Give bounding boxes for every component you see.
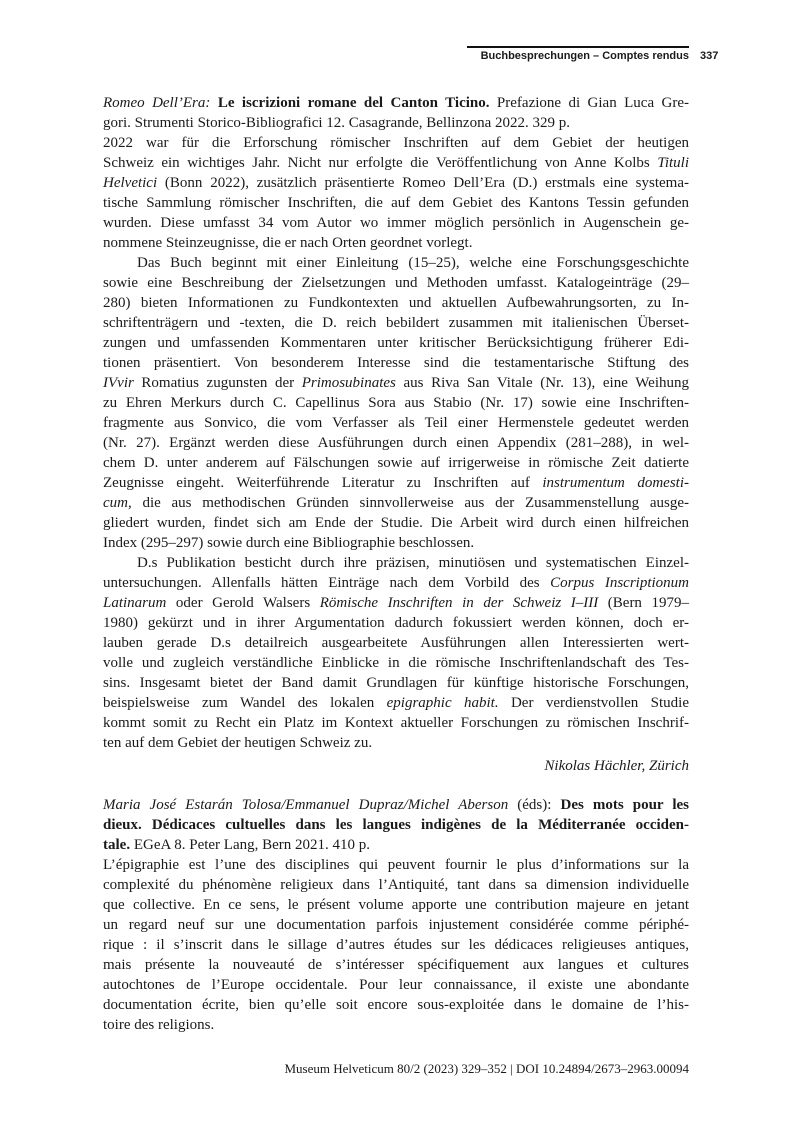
text-run: tische Sammlung römischer Inschriften, die auf dem Gebiet des Kantons Tessin gefunden xyxy=(103,195,689,211)
text-run: ten auf dem Gebiet der heutigen Schweiz zu. xyxy=(103,735,373,751)
text-run: zungen und umfassenden Kommentaren unter kritischer Berücksichtigung früherer Edi- xyxy=(103,335,689,351)
text-line xyxy=(103,815,689,835)
text-line xyxy=(103,113,689,133)
text-run: sowie eine Beschreibung der Zielsetzungen und Methoden umfasst. Katalogeinträge (29– xyxy=(103,275,689,291)
bold-title: Des mots pour les xyxy=(560,797,690,813)
text-run: Der verdienstvollen Studie xyxy=(498,695,689,711)
text-run: untersuchungen. Allenfalls hätten Einträge nach dem Vorbild des xyxy=(103,575,551,591)
text-run: aus Riva San Vitale (Nr. 13), eine Weihung xyxy=(395,375,689,391)
text-run: mais présente la nouveauté de s’intéresser spécifiquement aux langues et cultures xyxy=(103,957,689,973)
review-paragraph xyxy=(103,855,689,1035)
text-run: sins. Insgesamt bietet der Band damit Grundlagen für künftige historische Forschungen, xyxy=(103,675,689,691)
text-run: L’épigraphie est l’une des disciplines qui peuvent fournir le plus d’informations sur la xyxy=(103,857,689,873)
text-line xyxy=(103,613,689,633)
text-line xyxy=(103,393,689,413)
italic-text: instrumentum domesti- xyxy=(542,475,689,491)
text-run: (Bern 1979– xyxy=(598,595,689,611)
text-line xyxy=(103,875,689,895)
text-line xyxy=(103,673,689,693)
text-run: complexité du phénomène religieux dans l’Antiquité, tant dans sa dimension individuelle xyxy=(103,877,689,893)
text-run: D.s Publikation besticht durch ihre präzisen, minutiösen und systematischen Einzel- xyxy=(137,555,689,571)
text-line xyxy=(103,553,689,573)
text-line xyxy=(103,433,689,453)
italic-text: Primosubinates xyxy=(301,375,396,391)
text-line xyxy=(103,975,689,995)
header-rule xyxy=(467,46,689,48)
text-run: gori. Strumenti Storico-Bibliografici 12. Casagrande, Bellinzona 2022. 329 p. xyxy=(103,115,570,131)
text-line xyxy=(103,713,689,733)
bold-title: dieux. Dédicaces cultuelles dans les langues indigènes de la Méditerranée occiden- xyxy=(103,817,689,833)
text-line xyxy=(103,693,689,713)
text-line xyxy=(103,153,689,173)
text-line xyxy=(103,733,689,753)
text-run: zu Ehren Merkurs durch C. Capellinus Sora aus Stabio (Nr. 17) sowie eine Inschriften- xyxy=(103,395,689,411)
text-run: EGeA 8. Peter Lang, Bern 2021. 410 p. xyxy=(130,837,371,853)
italic-text: Corpus Inscriptionum xyxy=(550,575,689,591)
text-run: (Nr. 27). Ergänzt werden diese Ausführungen durch einen Appendix (281–288), in wel- xyxy=(103,435,689,451)
review-paragraph xyxy=(103,253,689,553)
text-run: Index (295–297) sowie durch eine Bibliographie beschlossen. xyxy=(103,535,475,551)
text-line xyxy=(103,835,689,855)
text-run: Zeugnisse eingeht. Weiterführende Literatur zu Inschriften auf xyxy=(103,475,543,491)
text-line xyxy=(103,273,689,293)
text-run: documentation écrite, bien qu’elle soit encore sous-exploitée dans le domaine de l’his- xyxy=(103,997,689,1013)
text-line xyxy=(103,1015,689,1035)
text-line xyxy=(103,253,689,273)
text-run: kommt somit zu Recht ein Platz im Kontext aktueller Forschungen zu römischen Inschrif- xyxy=(103,715,689,731)
text-line xyxy=(103,173,689,193)
review-1 xyxy=(103,93,689,776)
text-line xyxy=(103,93,689,113)
text-line xyxy=(103,915,689,935)
text-run: 1980) gekürzt und in ihrer Argumentation dadurch fokussiert werden können, doch er- xyxy=(103,615,689,631)
text-run: Prefazione di Gian Luca Gre- xyxy=(489,95,689,111)
review-2 xyxy=(103,795,689,1035)
text-line xyxy=(103,533,689,553)
review-citation xyxy=(103,93,689,133)
text-line xyxy=(103,373,689,393)
text-line xyxy=(103,133,689,153)
text-line xyxy=(103,593,689,613)
text-line xyxy=(103,213,689,233)
text-run: 2022 war für die Erforschung römischer Inschriften auf dem Gebiet der heutigen xyxy=(103,135,689,151)
text-line xyxy=(103,413,689,433)
italic-text: IVvir xyxy=(103,375,134,391)
text-line xyxy=(103,513,689,533)
text-run: schriftenträgern und -texten, die D. reich bebildert zusammen mit italienischen Überset- xyxy=(103,315,689,331)
review-paragraph xyxy=(103,553,689,753)
italic-text: epigraphic habit. xyxy=(386,695,499,711)
text-run: (éds): xyxy=(508,797,561,813)
text-line xyxy=(103,653,689,673)
italic-text: Römische Inschriften in der Schweiz I–III xyxy=(319,595,599,611)
italic-text: Romeo Dell’Era: xyxy=(103,95,211,111)
text-run: gliedert wurden, findet sich am Ende der Studie. Die Arbeit wird durch einen hilfreichen xyxy=(103,515,689,531)
text-run: rique : il s’inscrit dans le sillage d’autres études sur les dédicaces religieuses antiques, xyxy=(103,937,689,953)
text-run: volle und zugleich verständliche Einblicke in die römische Inschriftenlandschaft des Tes- xyxy=(103,655,689,671)
text-run: Romatius zugunsten der xyxy=(133,375,302,391)
text-run: tionen präsentiert. Von besonderem Interesse sind die testamentarische Stiftung des xyxy=(103,355,689,371)
text-run: un regard neuf sur une documentation parfois injustement considérée comme périphé- xyxy=(103,917,689,933)
text-line xyxy=(103,855,689,875)
text-run: Schweiz ein wichtiges Jahr. Nicht nur erfolgte die Veröffentlichung von Anne Kolbs xyxy=(103,155,658,171)
running-title: Buchbesprechungen – Comptes rendus xyxy=(480,50,689,62)
text-line xyxy=(103,493,689,513)
text-line xyxy=(103,573,689,593)
text-line xyxy=(103,955,689,975)
text-line xyxy=(103,313,689,333)
text-run: chem D. unter anderem auf Fälschungen sowie auf irrigerweise in römische Zeit datierte xyxy=(103,455,689,471)
text-line xyxy=(103,453,689,473)
text-run: toire des religions. xyxy=(103,1017,215,1033)
text-run: wurden. Diese umfasst 34 vom Autor wo immer möglich persönlich in Augenschein ge- xyxy=(103,215,689,231)
bold-title: tale. xyxy=(103,837,131,853)
text-run xyxy=(210,95,217,111)
text-run: Das Buch beginnt mit einer Einleitung (15–25), welche eine Forschungsgeschichte xyxy=(137,255,689,271)
text-run: que collective. En ce sens, le présent volume apporte une contribution majeure en jetant xyxy=(103,897,689,913)
text-run: , die aus methodischen Gründen sinnvollerweise aus der Zusammenstellung ausge- xyxy=(128,495,689,511)
text-line xyxy=(103,935,689,955)
text-line xyxy=(103,473,689,493)
text-run: beispielsweise zum Wandel des lokalen xyxy=(103,695,387,711)
review-paragraph xyxy=(103,133,689,253)
italic-text: Helvetici xyxy=(103,175,158,191)
page-number: 337 xyxy=(700,50,719,62)
text-line xyxy=(103,233,689,253)
text-run: lauben gerade D.s detailreich ausgearbeitete Ausführungen allen Interessierten wert- xyxy=(103,635,689,651)
text-run: (Bonn 2022), zusätzlich präsentierte Romeo Dell’Era (D.) erstmals eine systema- xyxy=(157,175,689,191)
bold-title: Le iscrizioni romane del Canton Ticino. xyxy=(217,95,490,111)
text-line xyxy=(103,193,689,213)
text-run: fragmente aus Sonvico, die vom Verfasser als Teil einer Hermenstele gedeutet werden xyxy=(103,415,689,431)
italic-text: Maria José Estarán Tolosa/Emmanuel Dupraz/Michel Aberson xyxy=(103,797,509,813)
text-run: autochtones de l’Europe occidentale. Pour leur connaissance, il existe une abondante xyxy=(103,977,689,993)
text-line xyxy=(103,353,689,373)
text-run: 280) bieten Informationen zu Fundkontexten und aktuellen Aufbewahrungsorten, zu In- xyxy=(103,295,689,311)
text-line xyxy=(103,333,689,353)
text-line xyxy=(103,795,689,815)
text-line xyxy=(103,293,689,313)
italic-text: cum xyxy=(103,495,128,511)
review-citation xyxy=(103,795,689,855)
italic-text: Latinarum xyxy=(103,595,167,611)
italic-text: Tituli xyxy=(657,155,689,171)
text-run: nommene Steinzeugnisse, die er nach Orten geordnet vorlegt. xyxy=(103,235,473,251)
reviewer-signature: Nikolas Hächler, Zürich xyxy=(544,758,689,774)
text-run: oder Gerold Walsers xyxy=(166,595,320,611)
text-line xyxy=(103,633,689,653)
footer-citation: Museum Helveticum 80/2 (2023) 329–352 | DOI 10.24894/2673–2963.00094 xyxy=(284,1061,689,1076)
text-line xyxy=(103,895,689,915)
text-line xyxy=(103,995,689,1015)
